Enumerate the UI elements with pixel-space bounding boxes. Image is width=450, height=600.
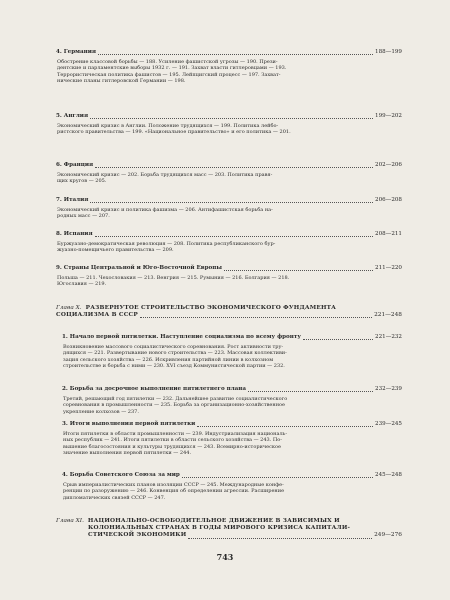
chapter-title: СТИЧЕСКОЙ ЭКОНОМИКИ: [88, 532, 187, 539]
leader-dots: [90, 198, 373, 203]
entry-summary: [62, 482, 402, 501]
entry-pages: 199—202: [375, 113, 402, 119]
leader-dots: [98, 50, 373, 55]
summary-line: жуазно-помещичьего правительства — 209.: [57, 247, 174, 254]
entry-summary: [56, 275, 402, 288]
chapter-title: НАЦИОНАЛЬНО-ОСВОБОДИТЕЛЬНОЕ ДВИЖЕНИЕ В ЗАВИСИМЫХ И: [87, 518, 340, 524]
chapter-title: СОЦИАЛИЗМА В СССР: [56, 312, 138, 319]
summary-line: Третий, решающий год пятилетки — 232. Дальнейшее развитие социалистического: [63, 396, 288, 402]
entry-pages: 208—211: [375, 231, 402, 237]
leader-dots: [140, 313, 372, 318]
summary-line: Югославия — 219.: [57, 281, 107, 288]
entry-pages: 245—248: [375, 472, 402, 478]
entry-summary: [56, 207, 402, 220]
summary-line: Возникновение массового социалистического соревнования. Рост активности тру-: [63, 344, 284, 350]
summary-line: значение выполнения первой пятилетки — 244.: [63, 450, 192, 457]
entry-summary: [62, 396, 402, 415]
leader-dots: [182, 473, 373, 478]
page-number: 743: [216, 552, 234, 562]
entry-pages: 221—232: [375, 334, 402, 340]
summary-line: Буржуазно-демократическая революция — 208. Политика республиканского бур-: [57, 241, 276, 247]
toc-entry: [56, 113, 402, 136]
entry-title: 9. Страны Центральной и Юго-Восточной Европы: [56, 265, 222, 271]
leader-dots: [224, 266, 373, 271]
entry-pages: 206—208: [375, 197, 402, 203]
chapter-title: РАЗВЕРНУТОЕ СТРОИТЕЛЬСТВО ЭКОНОМИЧЕСКОГО ФУНДАМЕНТА: [85, 305, 337, 311]
leader-dots: [90, 114, 373, 119]
chapter-pages: 221—248: [374, 312, 402, 319]
entry-pages: 202—206: [375, 162, 402, 168]
leader-dots: [95, 232, 373, 237]
entry-title: 4. Германия: [56, 49, 96, 55]
toc-entry: [56, 49, 402, 85]
summary-line: родных масс — 207.: [57, 213, 110, 220]
chapter-heading: [56, 518, 402, 540]
entry-pages: 232—239: [375, 386, 402, 392]
chapter-label: Глава XI.: [56, 518, 84, 524]
entry-title: 4. Борьба Советского Союза за мир: [62, 472, 180, 478]
summary-line: укрепление колхозов — 237.: [63, 408, 139, 415]
summary-line: дипломатических связей СССР — 247.: [63, 494, 166, 501]
leader-dots: [248, 387, 373, 392]
chapter-pages: 249—276: [374, 532, 402, 539]
entry-pages: 239—245: [375, 421, 402, 427]
summary-line: соревнования в промышленности — 235. Борьба за организационно-хозяйственное: [63, 402, 286, 409]
entry-title: 2. Борьба за досрочное выполнение пятилетнего плана: [62, 386, 247, 392]
summary-line: ренции по разоружению — 246. Конвенция об определении агрессии. Расширение: [63, 488, 285, 495]
summary-line: ных республик — 241. Итоги пятилетки в области сельского хозяйства — 243. По-: [63, 437, 282, 444]
toc-entry: [62, 472, 402, 501]
summary-line: Итоги пятилетки в области промышленности — 239. Индустриализация националь-: [63, 431, 288, 437]
summary-line: Экономический кризис в Англии. Положение трудящихся — 199. Политика лейбо-: [57, 123, 279, 129]
leader-dots: [95, 163, 373, 168]
toc-entry: [62, 386, 402, 415]
entry-title: 8. Испания: [56, 231, 93, 237]
leader-dots: [303, 335, 373, 340]
leader-dots: [197, 422, 373, 427]
entry-pages: 188—199: [375, 49, 402, 55]
chapter-title: КОЛОНИАЛЬНЫХ СТРАНАХ В ГОДЫ МИРОВОГО КРИЗИСА КАПИТАЛИ-: [88, 525, 351, 532]
summary-line: вышение благосостояния и культуры трудящихся — 243. Всемирно-историческое: [63, 443, 282, 450]
entry-summary: [56, 172, 402, 185]
summary-line: Террористическая политика фашистов — 195. Лейпцигский процесс — 197. Захват-: [57, 71, 281, 78]
summary-line: Обострение классовой борьбы — 188. Усиление фашистской угрозы — 190. Прези-: [57, 59, 278, 65]
toc-entry: [56, 265, 402, 288]
summary-line: нические планы гитлеровской Германии — 198.: [57, 78, 186, 85]
entry-title: 5. Англия: [56, 113, 89, 119]
summary-line: Срыв империалистических планов изоляции СССР — 245. Международные конфе-: [63, 482, 284, 488]
toc-entry: [56, 162, 402, 185]
summary-line: ристского правительства — 199. «Национальное правительство» и его политика — 201.: [57, 129, 291, 136]
summary-line: дящихся — 221. Развертывание нового строительства — 223. Массовая коллективи-: [63, 350, 287, 357]
toc-entry: [56, 231, 402, 254]
summary-line: дентские и парламентские выборы 1932 г. — 191. Захват власти гитлеровцами — 193.: [57, 65, 287, 72]
entry-title: 7. Италия: [56, 197, 89, 203]
toc-entry: [62, 421, 402, 457]
chapter-heading: [56, 305, 402, 319]
entry-pages: 211—220: [375, 265, 402, 271]
summary-line: строительстве и борьба с ними — 230. XVI съезд Коммунистической партии — 232.: [63, 363, 285, 370]
summary-line: щих кругов — 205.: [57, 178, 107, 185]
summary-line: Экономический кризис и политика фашизма — 206. Антифашистская борьба на-: [57, 207, 273, 213]
entry-summary: [56, 59, 402, 85]
leader-dots: [188, 534, 372, 539]
summary-line: зация сельского хозяйства — 226. Искривления партийной линии в колхозном: [63, 356, 274, 363]
entry-summary: [56, 241, 402, 254]
summary-line: Польша — 211. Чехословакия — 213. Венгрия — 215. Румыния — 216. Болгария — 218.: [57, 275, 290, 281]
entry-title: 6. Франция: [56, 162, 94, 168]
entry-title: 3. Итоги выполнения первой пятилетки: [62, 421, 196, 427]
entry-summary: [56, 123, 402, 136]
summary-line: Экономический кризис — 202. Борьба трудящихся масс — 203. Политика правя-: [57, 172, 273, 178]
chapter-label: Глава X.: [56, 305, 82, 311]
entry-title: 1. Начало первой пятилетки. Наступление социализма по всему фронту: [62, 334, 301, 340]
toc-entry: [56, 197, 402, 220]
toc-entry: [62, 334, 402, 370]
entry-summary: [62, 431, 402, 457]
entry-summary: [62, 344, 402, 370]
